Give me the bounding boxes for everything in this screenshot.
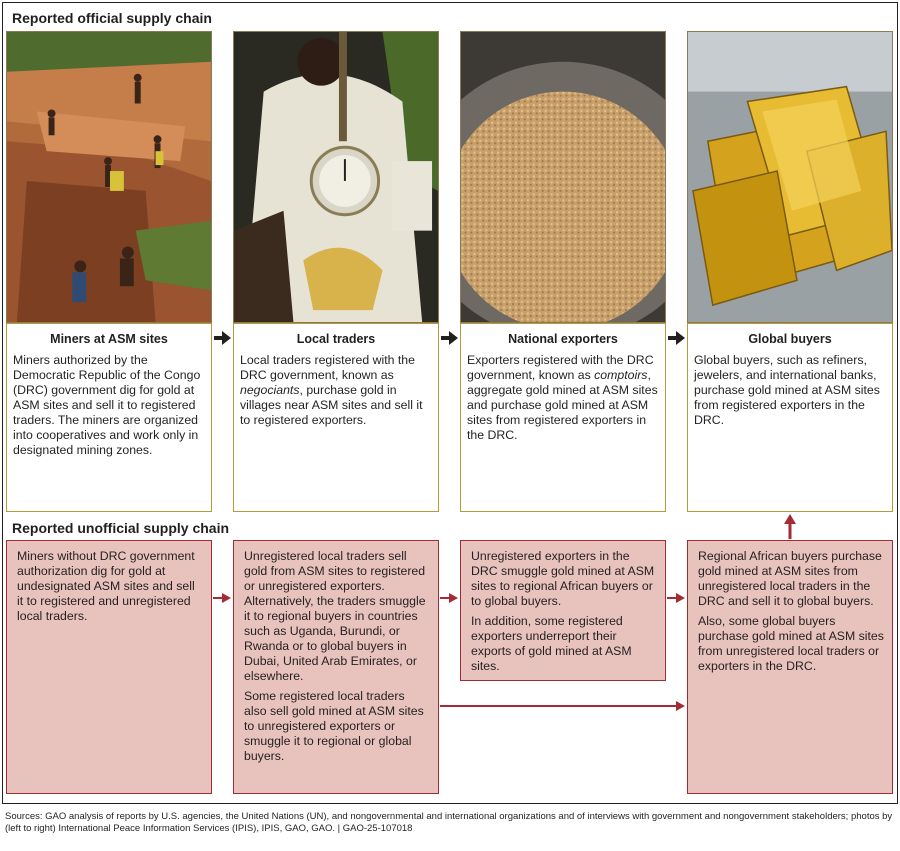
stage-exporters-text: Exporters registered with the DRC government, known as comptoirs, aggregate gold mined at ASM sites and purchase gold mined at ASM sites from registered exporters in the DRC. (467, 353, 658, 442)
stage-global-buyers-text: Global buyers, such as refiners, jewelers, and international banks, purchase gold mined at ASM sites from registered exporters in the DRC. (694, 353, 880, 427)
stage-local-traders-title: Local traders (296, 332, 376, 346)
stage-miners-box (6, 323, 212, 512)
unofficial-miners-text: Miners without DRC government authorization dig for gold at undesignated ASM sites and sell it to registered and unregistered local traders. (17, 549, 195, 623)
official-chain-title: Reported official supply chain (12, 10, 212, 26)
stage-local-traders-box (233, 323, 439, 512)
unofficial-regional-text-2: Also, some global buyers purchase gold mined at ASM sites from unregistered local traders or exporters in the DRC. (698, 614, 884, 673)
unofficial-regional-buyers-box (687, 540, 893, 794)
stage-miners-title: Miners at ASM sites (50, 332, 168, 346)
stage-exporters-title: National exporters (508, 332, 618, 346)
stage-miners-text: Miners authorized by the Democratic Republic of the Congo (DRC) government dig for gold at ASM sites and sell it to registered traders. The miners are organized into cooperatives and work only in designated mining zones. (13, 353, 201, 457)
unofficial-traders-text-2: Some registered local traders also sell gold mined at ASM sites to unregistered exporters or smuggle it to regional or global buyers. (244, 689, 424, 763)
sources-footer: Sources: GAO analysis of reports by U.S. agencies, the United Nations (UN), and nongovernmental and international organizations and of interviews with government and nongovernment stakeholders; photos by (left to right) International Peace Information Services (IPIS), IPIS, GAO, GAO. | GAO-25-107018 (5, 811, 893, 834)
unofficial-traders-text-1: Unregistered local traders sell gold from ASM sites to registered or unregistered exporters. Alternatively, the traders smuggle it to regional buyers in countries such as Uganda, Burundi, or Rwanda or to global buyers in Dubai, United Arab Emirates, or elsewhere. (244, 549, 426, 683)
unofficial-chain-title: Reported unofficial supply chain (12, 520, 230, 536)
gold-dust-photo (460, 31, 666, 323)
miners-photo (6, 31, 212, 323)
stage-exporters-box (460, 323, 666, 512)
unofficial-exporters-box (460, 540, 666, 681)
stage-global-buyers-title: Global buyers (748, 332, 832, 346)
gold-bars-photo (687, 31, 893, 323)
trader-scale-photo (233, 31, 439, 323)
unofficial-regional-text-1: Regional African buyers purchase gold mined at ASM sites from unregistered local traders in the DRC and sell it to global buyers. (698, 549, 882, 608)
unofficial-traders-box (233, 540, 439, 794)
unofficial-miners-box (6, 540, 212, 794)
stage-global-buyers-box (687, 323, 893, 512)
unofficial-exporters-text-2: In addition, some registered exporters underreport their exports of gold mined at ASM sites. (471, 614, 632, 673)
unofficial-exporters-text-1: Unregistered exporters in the DRC smuggle gold mined at ASM sites to regional African buyers or to global buyers. (471, 549, 655, 608)
stage-local-traders-text: Local traders registered with the DRC government, known as negociants, purchase gold in villages near ASM sites and sell it to registered exporters. (240, 353, 423, 427)
